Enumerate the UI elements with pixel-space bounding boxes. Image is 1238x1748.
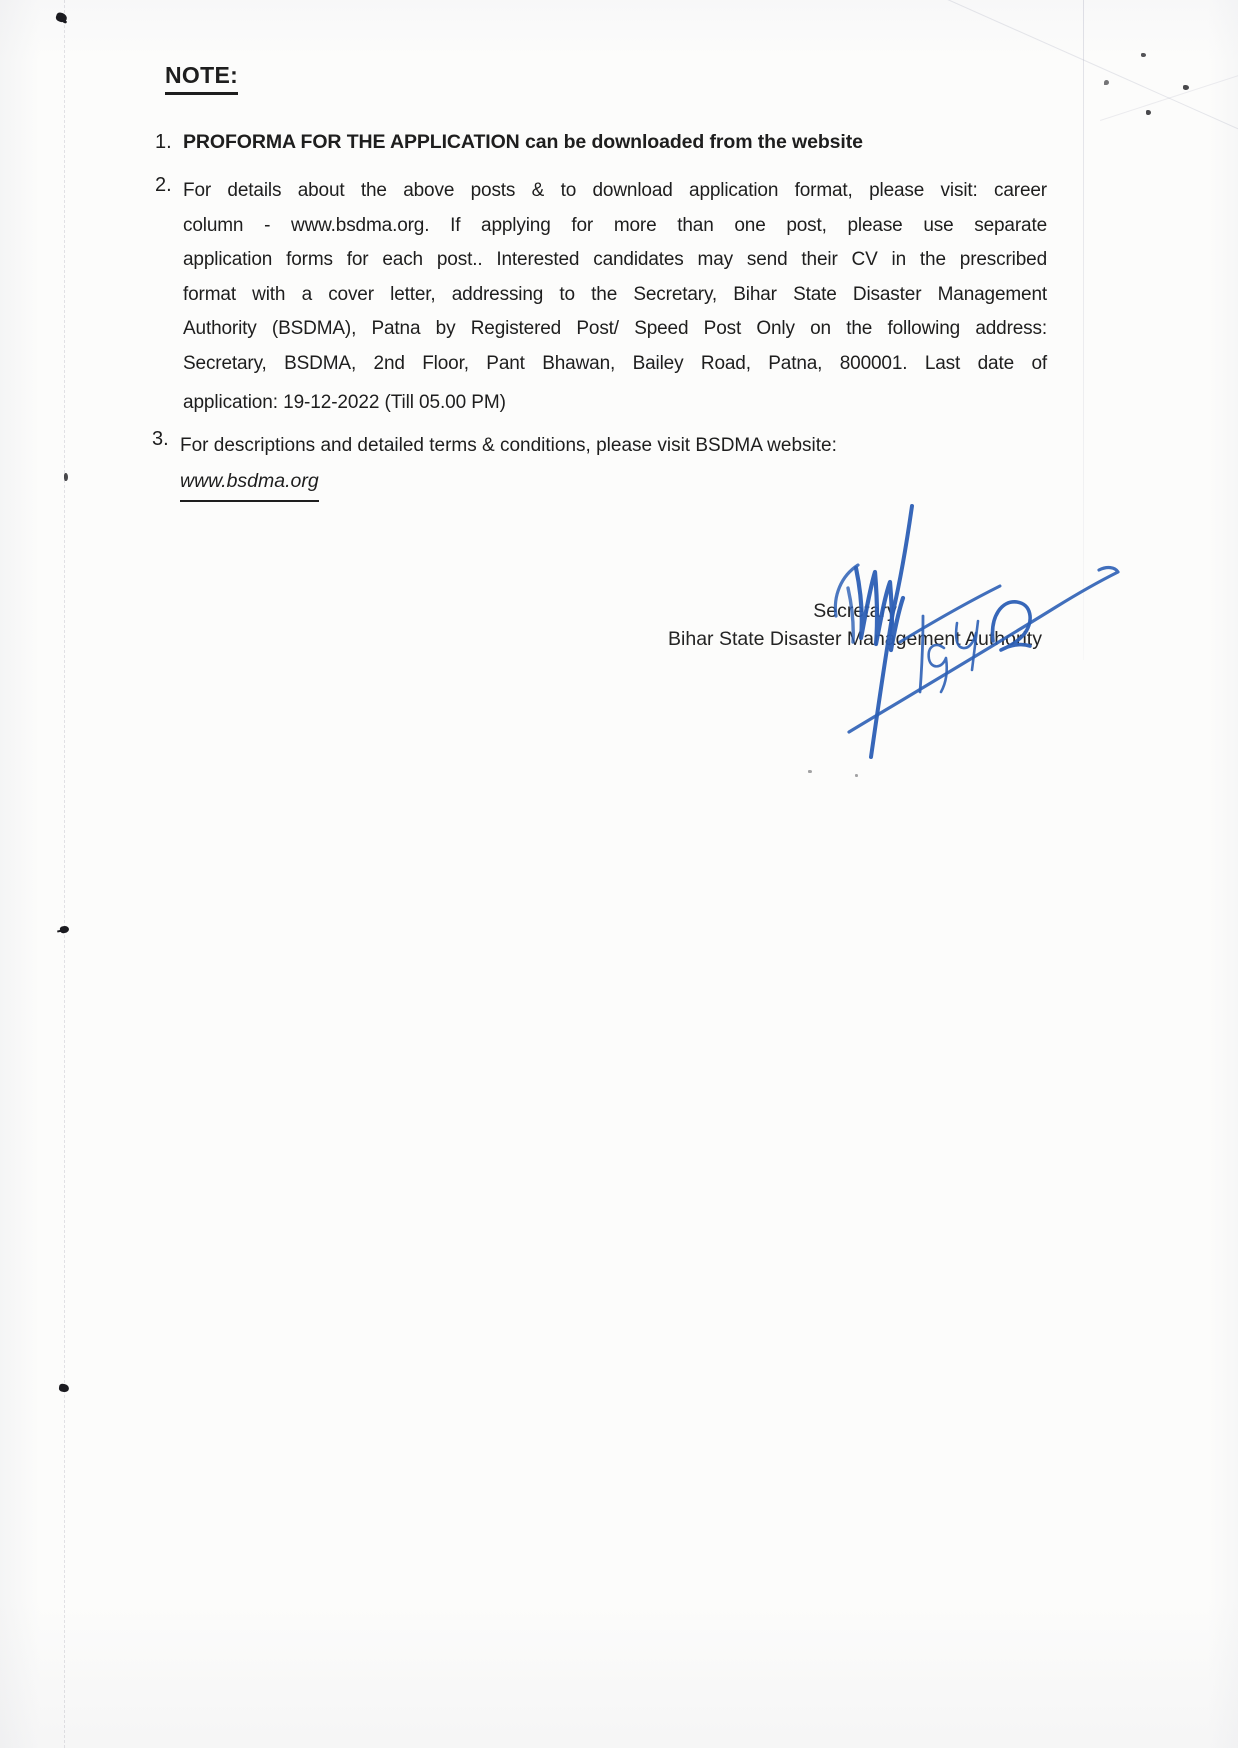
scan-crease-diagonal: [905, 0, 1238, 152]
signatory-organization: Bihar State Disaster Management Authority: [668, 627, 1042, 650]
paragraph-line: Authority (BSDMA), Patna by Registered Post/ Speed Post Only on the following address:: [183, 318, 1047, 339]
scan-crease-vertical: [1083, 0, 1084, 660]
paragraph-line: format with a cover letter, addressing to the Secretary, Bihar State Disaster Management: [183, 283, 1047, 305]
paragraph-line: Secretary, BSDMA, 2nd Floor, Pant Bhawan, Bailey Road, Patna, 800001. Last date of: [183, 352, 1047, 374]
signature-block: [650, 598, 1060, 653]
item1-rest-text: can be downloaded from the website: [519, 131, 863, 153]
ink-speck: [1183, 85, 1189, 90]
scan-crease-diagonal: [1100, 40, 1238, 121]
item2-paragraph: [183, 174, 1047, 421]
ink-speck: [64, 473, 68, 481]
ink-speck: [855, 774, 858, 777]
item-number: 1.: [155, 131, 172, 153]
paragraph-line: application forms for each post.. Interested candidates may send their CV in the prescribed: [183, 249, 1047, 270]
list-item-2: [155, 174, 1047, 421]
ink-speck: [59, 925, 69, 934]
paragraph-last-line: application: 19-12-2022 (Till 05.00 PM): [183, 392, 506, 413]
list-item-1: [155, 131, 1055, 154]
ink-speck: [1146, 110, 1151, 115]
ink-speck: [808, 770, 812, 773]
scan-margin-dotted-line: [64, 0, 66, 1748]
paragraph-line: column - www.bsdma.org. If applying for more than one post, please use separate: [183, 214, 1047, 236]
item-number: 3.: [152, 428, 169, 450]
list-item-3: [152, 428, 1080, 502]
ink-speck: [1141, 53, 1146, 57]
ink-speck: [1104, 80, 1109, 85]
paragraph-line: For details about the above posts & to download application format, please visit: career: [183, 180, 1047, 201]
ink-speck: [55, 12, 68, 24]
item1-text: [183, 131, 863, 154]
ink-speck: [58, 1383, 69, 1392]
signatory-title: Secretary: [813, 600, 897, 622]
item1-lead-text: PROFORMA FOR THE APPLICATION: [183, 131, 520, 153]
item3-line: For descriptions and detailed terms & conditions, please visit BSDMA website:: [180, 435, 837, 456]
bsdma-website-link: www.bsdma.org: [180, 464, 319, 502]
item-number: 2.: [155, 174, 172, 196]
note-heading: NOTE:: [165, 62, 238, 95]
item3-text: [180, 428, 1080, 502]
